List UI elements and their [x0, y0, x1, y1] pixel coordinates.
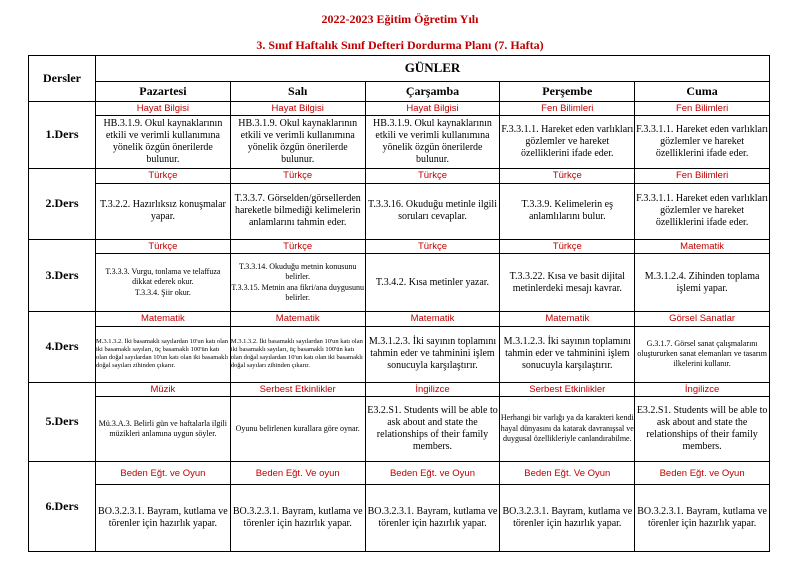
outcome-line: T.3.3.15. Metnin ana fikri/ana duygusunu belirler. [231, 282, 365, 303]
subject-cell: Türkçe [96, 169, 231, 184]
outcome-cell: M.3.1.2.4. Zihinden toplama işlemi yapar. [635, 254, 770, 312]
subject-cell: Türkçe [96, 239, 231, 254]
subject-cell: Hayat Bilgisi [230, 101, 365, 116]
subject-cell: Beden Eğt. ve Oyun [365, 461, 500, 485]
subject-cell: Matematik [365, 312, 500, 327]
outcome-cell: F.3.3.1.1. Hareket eden varlıkları gözlemler ve hareket özelliklerini ifade eder. [500, 116, 635, 169]
subject-cell: Türkçe [500, 239, 635, 254]
lesson-label: 6.Ders [29, 461, 96, 551]
subject-cell: Türkçe [230, 169, 365, 184]
document-title: 2022-2023 Eğitim Öğretim Yılı [321, 12, 479, 26]
day-header-pazartesi: Pazartesi [96, 81, 231, 101]
subject-cell: Matematik [500, 312, 635, 327]
dersler-header: Dersler [29, 56, 96, 102]
outcome-cell: BO.3.2.3.1. Bayram, kutlama ve törenler için hazırlık yapar. [500, 485, 635, 552]
weekly-plan-table [28, 55, 770, 552]
lesson-label: 4.Ders [29, 312, 96, 383]
subject-cell: Fen Bilimleri [635, 101, 770, 116]
outcome-cell: BO.3.2.3.1. Bayram, kutlama ve törenler için hazırlık yapar. [365, 485, 500, 552]
outcome-cell: HB.3.1.9. Okul kaynaklarının etkili ve verimli kullanımına yönelik özgün önerilerde bulunur. [365, 116, 500, 169]
outcome-cell: G.3.1.7. Görsel sanat çalışmalarını oluştururken sanat elemanları ve tasarım ilkelerini kullanır. [635, 326, 770, 382]
subject-cell: Matematik [635, 239, 770, 254]
outcome-line: T.3.3.3. Vurgu, tonlama ve telaffuza dikkat ederek okur. [105, 267, 221, 287]
subject-cell: Hayat Bilgisi [96, 101, 231, 116]
subject-cell: Türkçe [230, 239, 365, 254]
outcome-cell: Oyunu belirlenen kurallara göre oynar. [230, 397, 365, 461]
outcome-cell: BO.3.2.3.1. Bayram, kutlama ve törenler için hazırlık yapar. [230, 485, 365, 552]
day-header-cuma: Cuma [635, 81, 770, 101]
subject-cell: Görsel Sanatlar [635, 312, 770, 327]
outcome-cell: BO.3.2.3.1. Bayram, kutlama ve törenler için hazırlık yapar. [635, 485, 770, 552]
subject-cell: Türkçe [365, 169, 500, 184]
outcome-cell: BO.3.2.3.1. Bayram, kutlama ve törenler için hazırlık yapar. [96, 485, 231, 552]
outcome-cell: E3.2.S1. Students will be able to ask about and state the relationships of their family members. [365, 397, 500, 461]
day-header-carsamba: Çarşamba [365, 81, 500, 101]
document-subtitle: 3. Sınıf Haftalık Sınıf Defteri Dordurma Planı (7. Hafta) [256, 38, 544, 52]
outcome-cell: M.3.1.2.3. İki sayının toplamını tahmin eder ve tahminini işlem sonucuyla karşılaştırır. [500, 326, 635, 382]
outcome-cell [230, 254, 365, 312]
subject-cell: Serbest Etkinlikler [230, 382, 365, 397]
lesson-label: 1.Ders [29, 101, 96, 168]
subject-cell: Hayat Bilgisi [365, 101, 500, 116]
lesson-label: 5.Ders [29, 382, 96, 461]
lesson-label: 2.Ders [29, 169, 96, 240]
subject-cell: İngilizce [635, 382, 770, 397]
outcome-line: T.3.3.4. Şiir okur. [134, 287, 191, 297]
outcome-cell [96, 254, 231, 312]
day-header-sali: Salı [230, 81, 365, 101]
outcome-cell: HB.3.1.9. Okul kaynaklarının etkili ve verimli kullanımına yönelik özgün önerilerde bulunur. [230, 116, 365, 169]
outcome-cell: Mü.3.A.3. Belirli gün ve haftalarla ilgili müzikleri anlamına uygun söyler. [96, 397, 231, 461]
outcome-cell: E3.2.S1. Students will be able to ask about and state the relationships of their family members. [635, 397, 770, 461]
subject-cell: Matematik [230, 312, 365, 327]
outcome-line: T.3.3.14. Okuduğu metnin konusunu belirler. [238, 261, 357, 282]
subject-cell: Beden Eğt. Ve Oyun [500, 461, 635, 485]
outcome-cell: T.3.3.16. Okuduğu metinle ilgili soruları cevaplar. [365, 183, 500, 239]
subject-cell: Beden Eğt. Ve oyun [230, 461, 365, 485]
subject-cell: Türkçe [365, 239, 500, 254]
day-header-persembe: Perşembe [500, 81, 635, 101]
subject-cell: Türkçe [500, 169, 635, 184]
outcome-cell: Herhangi bir varlığı ya da karakteri kendi hayal dünyasını da katarak davranışsal ve duygusal özellikleriyle canlandırabilme. [500, 397, 635, 461]
outcome-cell: F.3.3.1.1. Hareket eden varlıkları gözlemler ve hareket özelliklerini ifade eder. [635, 183, 770, 239]
gunler-header: GÜNLER [96, 56, 770, 82]
outcome-cell: T.3.4.2. Kısa metinler yazar. [365, 254, 500, 312]
outcome-cell: T.3.3.7. Görselden/görsellerden hareketle bilmediği kelimelerin anlamlarını tahmin eder. [230, 183, 365, 239]
outcome-cell: F.3.3.1.1. Hareket eden varlıkları gözlemler ve hareket özelliklerini ifade eder. [635, 116, 770, 169]
subject-cell: Serbest Etkinlikler [500, 382, 635, 397]
outcome-cell: T.3.3.22. Kısa ve basit dijital metinlerdeki mesajı kavrar. [500, 254, 635, 312]
subject-cell: Fen Bilimleri [635, 169, 770, 184]
outcome-cell: T.3.2.2. Hazırlıksız konuşmalar yapar. [96, 183, 231, 239]
lesson-label: 3.Ders [29, 239, 96, 312]
subject-cell: Fen Bilimleri [500, 101, 635, 116]
outcome-cell: M.3.1.2.3. İki sayının toplamını tahmin eder ve tahminini işlem sonucuyla karşılaştırır. [365, 326, 500, 382]
subject-cell: Matematik [96, 312, 231, 327]
subject-cell: İngilizce [365, 382, 500, 397]
outcome-cell: HB.3.1.9. Okul kaynaklarının etkili ve verimli kullanımına yönelik özgün önerilerde bulunur. [96, 116, 231, 169]
outcome-cell: M.3.1.3.2. İki basamaklı sayılardan 10'un katı olan iki basamaklı sayıları, üç basamaklı 100'ün katı olan doğal sayılardan 10'un katı olan iki basamaklı doğal sayıları zihinden çıkarır. [96, 326, 231, 382]
outcome-cell: M.3.1.3.2. İki basamaklı sayılardan 10'un katı olan iki basamaklı sayıları, üç basamaklı 100'ün katı olan doğal sayılardan 10'un katı olan iki basamaklı doğal sayıları zihinden çıkarır. [230, 326, 365, 382]
subject-cell: Müzik [96, 382, 231, 397]
outcome-cell: T.3.3.9. Kelimelerin eş anlamlılarını bulur. [500, 183, 635, 239]
subject-cell: Beden Eğt. ve Oyun [635, 461, 770, 485]
subject-cell: Beden Eğt. ve Oyun [96, 461, 231, 485]
